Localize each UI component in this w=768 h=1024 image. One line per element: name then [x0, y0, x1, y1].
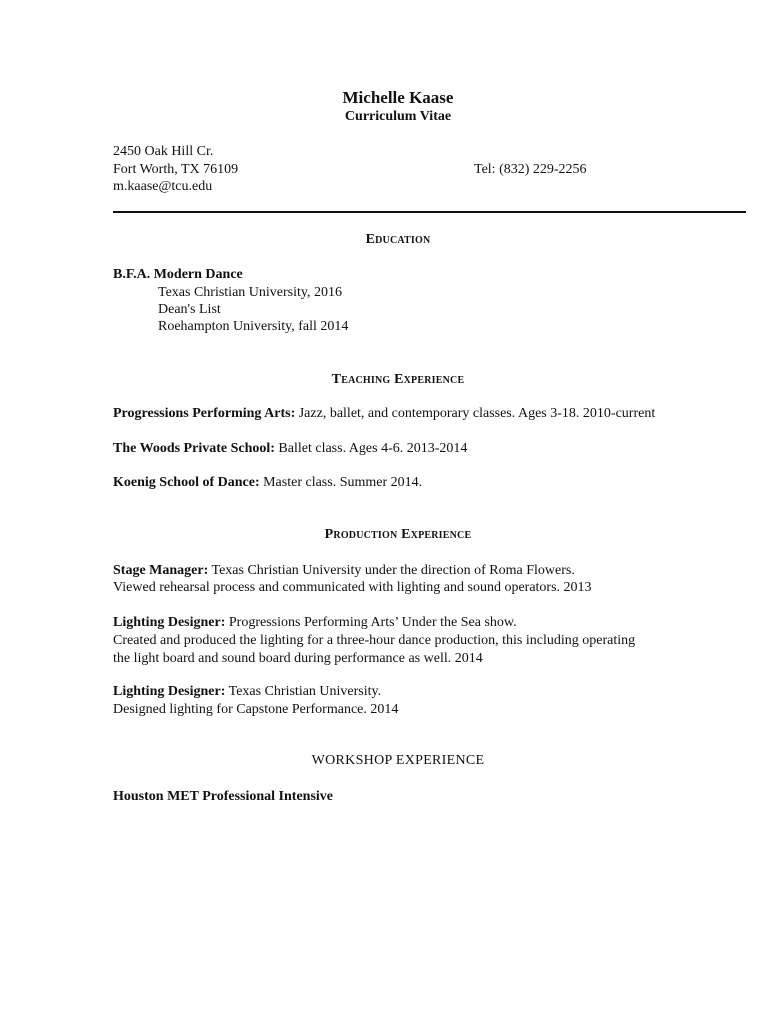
teaching-item-title: Koenig School of Dance:	[113, 475, 260, 490]
workshop-heading: WORKSHOP EXPERIENCE	[311, 753, 485, 768]
teaching-item-text: Master class. Summer 2014.	[259, 475, 423, 490]
production-item	[113, 683, 381, 700]
teaching-item	[113, 474, 422, 491]
production-item-desc: Designed lighting for Capstone Performance. 2014	[113, 702, 399, 717]
teaching-item-text: Jazz, ballet, and contemporary classes. Ages 3-18. 2010-current	[295, 406, 656, 421]
cv-name: Michelle Kaase	[342, 88, 454, 107]
production-item-desc: the light board and sound board during performance as well. 2014	[113, 651, 483, 666]
header-divider	[113, 211, 746, 213]
production-heading: Production Experience	[324, 527, 472, 542]
education-heading: Education	[365, 232, 431, 247]
education-line: Dean's List	[158, 302, 221, 317]
education-line: Texas Christian University, 2016	[158, 285, 342, 300]
teaching-item-title: Progressions Performing Arts:	[113, 406, 296, 421]
teaching-item-text: Ballet class. Ages 4-6. 2013-2014	[274, 441, 468, 456]
phone-number: Tel: (832) 229-2256	[474, 162, 587, 177]
education-line: Roehampton University, fall 2014	[158, 319, 349, 334]
teaching-item-title: The Woods Private School:	[113, 441, 275, 456]
teaching-item	[113, 405, 655, 422]
production-item-desc: Viewed rehearsal process and communicated with lighting and sound operators. 2013	[113, 580, 592, 595]
production-item-text: Texas Christian University.	[225, 684, 382, 699]
workshop-item: Houston MET Professional Intensive	[113, 789, 334, 804]
production-item-text: Texas Christian University under the direction of Roma Flowers.	[208, 563, 575, 578]
production-item-title: Stage Manager:	[113, 563, 209, 578]
teaching-item	[113, 440, 467, 457]
production-item	[113, 614, 517, 631]
teaching-heading: Teaching Experience	[331, 372, 465, 387]
production-item-title: Lighting Designer:	[113, 684, 226, 699]
education-degree: B.F.A. Modern Dance	[113, 267, 243, 282]
production-item	[113, 562, 575, 579]
production-item-text: Progressions Performing Arts’ Under the Sea show.	[225, 615, 517, 630]
address-line-2: Fort Worth, TX 76109	[113, 162, 239, 177]
production-item-desc: Created and produced the lighting for a three-hour dance production, this including operating	[113, 633, 636, 648]
cv-subtitle: Curriculum Vitae	[344, 109, 452, 124]
production-item-title: Lighting Designer:	[113, 615, 226, 630]
email-address: m.kaase@tcu.edu	[113, 179, 213, 194]
address-line-1: 2450 Oak Hill Cr.	[113, 144, 214, 159]
